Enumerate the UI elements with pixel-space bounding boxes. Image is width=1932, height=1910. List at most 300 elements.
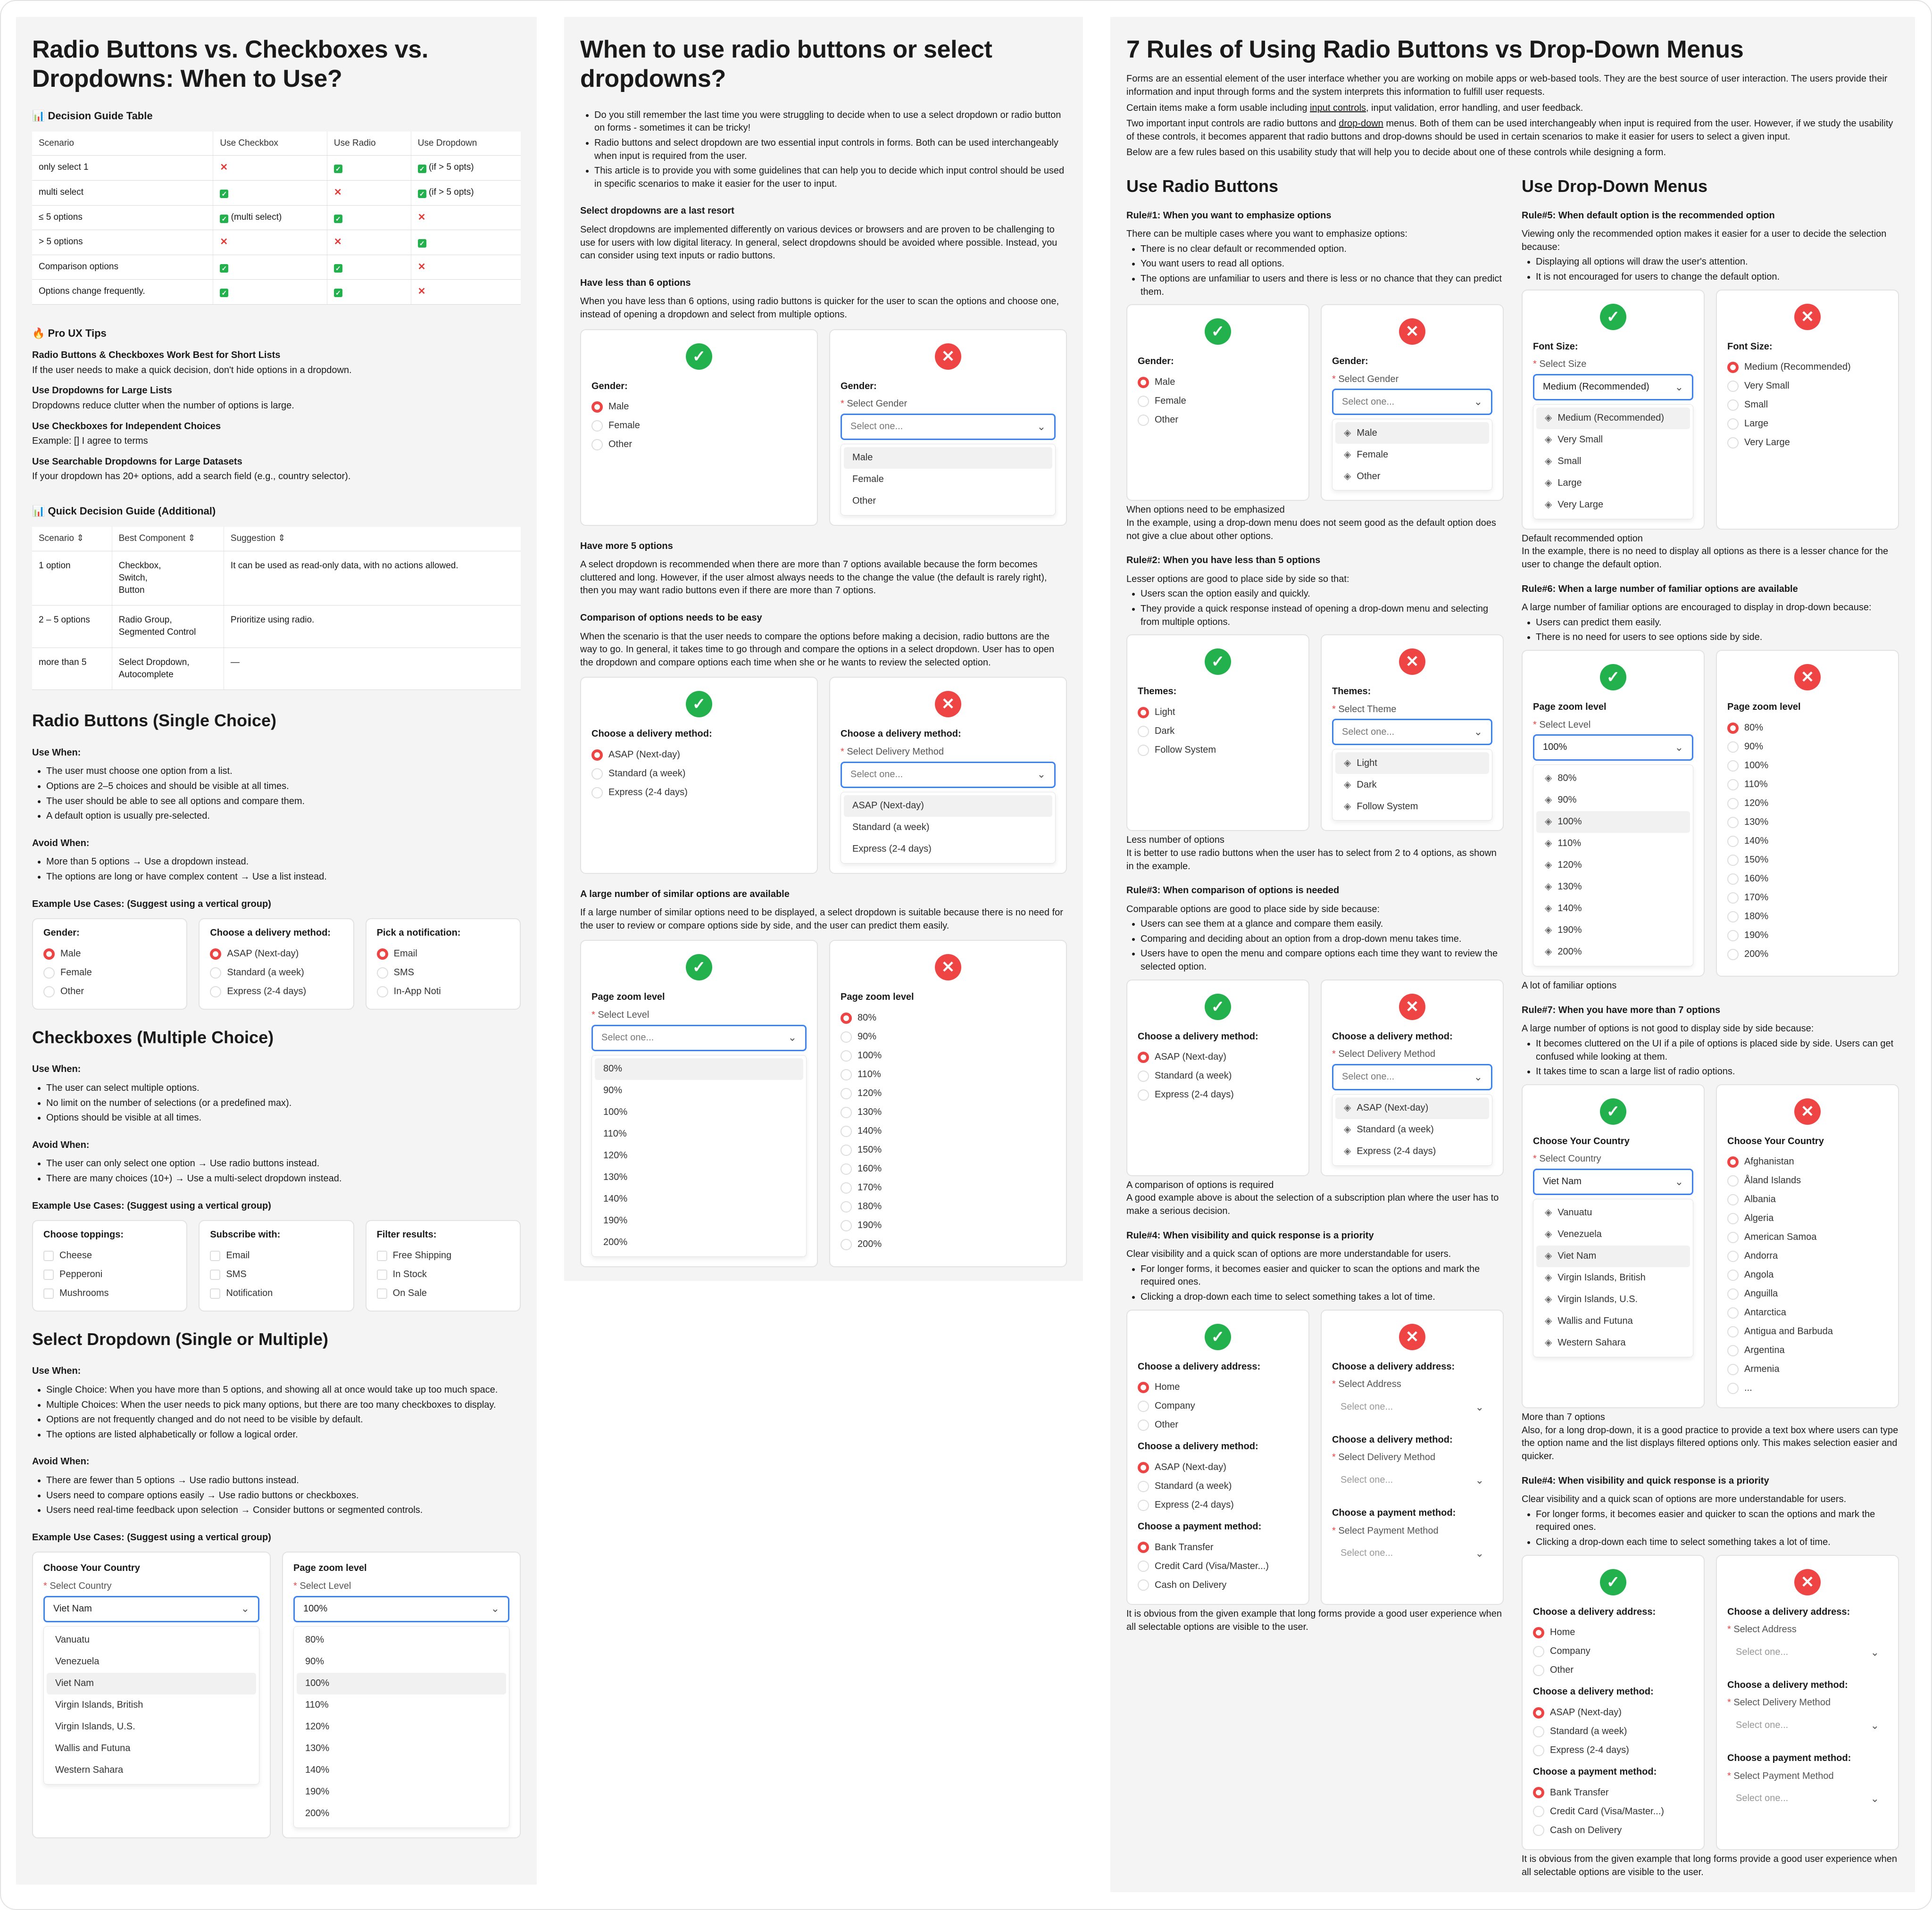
radio-button[interactable] <box>1138 377 1149 388</box>
menu-item[interactable] <box>844 447 1052 469</box>
menu-item[interactable] <box>1335 444 1489 465</box>
example-card <box>32 918 187 1010</box>
radio-option[interactable] <box>1727 1360 1888 1379</box>
radio-button[interactable] <box>1138 745 1149 756</box>
menu-item[interactable] <box>1536 1224 1690 1246</box>
menu-item[interactable] <box>1335 1119 1489 1141</box>
menu-item[interactable] <box>297 1629 506 1651</box>
radio-option[interactable] <box>1727 1228 1888 1247</box>
radio-option[interactable] <box>377 963 509 982</box>
menu-item[interactable] <box>844 839 1052 860</box>
radio-button[interactable] <box>1138 1401 1149 1412</box>
radio-button[interactable] <box>1727 1307 1739 1319</box>
radio-option[interactable] <box>210 963 342 982</box>
radio-option[interactable] <box>1727 377 1888 396</box>
checkbox-option[interactable] <box>43 1284 176 1303</box>
menu-item[interactable] <box>47 1673 256 1694</box>
radio-option[interactable] <box>43 982 176 1001</box>
radio-button[interactable] <box>1727 1194 1739 1205</box>
menu-item[interactable] <box>1536 898 1690 920</box>
radio-option[interactable] <box>1727 415 1888 433</box>
menu-item[interactable] <box>1536 1267 1690 1289</box>
radio-option[interactable] <box>1138 1067 1298 1086</box>
radio-option[interactable] <box>1727 907 1888 926</box>
radio-option[interactable] <box>1727 851 1888 870</box>
menu-item[interactable] <box>47 1651 256 1673</box>
radio-button[interactable] <box>377 986 388 997</box>
radio-option[interactable] <box>1727 1247 1888 1266</box>
radio-button[interactable] <box>591 439 603 450</box>
select-dropdown[interactable] <box>293 1596 509 1622</box>
radio-option[interactable] <box>841 1046 1056 1065</box>
menu-item[interactable] <box>297 1651 506 1673</box>
radio-option[interactable] <box>1727 738 1888 756</box>
group-label: Choose a delivery address: <box>1138 1361 1261 1372</box>
radio-option[interactable] <box>841 1065 1056 1084</box>
radio-button[interactable] <box>43 986 55 997</box>
checkbox-option[interactable] <box>377 1284 509 1303</box>
radio-button[interactable] <box>1727 930 1739 941</box>
radio-option[interactable] <box>1138 1576 1298 1594</box>
menu-item[interactable] <box>595 1145 803 1167</box>
radio-option[interactable] <box>1727 945 1888 964</box>
select-dropdown[interactable] <box>1332 1540 1492 1567</box>
radio-option[interactable] <box>1138 373 1298 392</box>
rule-example <box>1522 290 1899 530</box>
radio-option[interactable] <box>1138 722 1298 741</box>
select-dropdown[interactable] <box>43 1596 259 1622</box>
menu-item[interactable] <box>47 1629 256 1651</box>
select-dropdown[interactable] <box>841 762 1056 788</box>
menu-item[interactable] <box>1536 833 1690 855</box>
section-text: When the scenario is that the user needs to compare the options before making a decision, radio buttons are the way to go. In general, it takes time to go through and compare the options in a select dropdown. User has to open the dropdown and compare options each time when she or he wants to review the selected option. <box>580 631 1055 668</box>
menu-item[interactable] <box>297 1673 506 1694</box>
radio-option[interactable] <box>377 945 509 963</box>
menu-item[interactable] <box>1536 1246 1690 1267</box>
menu-item-label: Standard (a week) <box>852 822 930 832</box>
menu-item[interactable] <box>844 795 1052 817</box>
menu-item[interactable] <box>1536 789 1690 811</box>
radio-option[interactable] <box>591 783 807 802</box>
radio-option[interactable] <box>1727 794 1888 813</box>
radio-option[interactable] <box>591 746 807 764</box>
radio-button[interactable] <box>1727 722 1739 734</box>
radio-button[interactable] <box>1138 1561 1149 1572</box>
select-dropdown[interactable] <box>1727 1639 1888 1666</box>
radio-option[interactable] <box>1727 396 1888 415</box>
list-item: • No limit on the number of selections (or a predefined max). <box>46 1097 521 1110</box>
list-item: • The user should be able to see all options and compare them. <box>46 795 521 808</box>
radio-button[interactable] <box>1727 911 1739 922</box>
list-item: • It takes time to scan a large list of radio options. <box>1536 1065 1899 1079</box>
menu-item[interactable] <box>1335 465 1489 487</box>
radio-option[interactable] <box>1533 1642 1693 1661</box>
rule-heading: Rule#3: When comparison of options is needed <box>1126 885 1340 896</box>
radio-button[interactable] <box>1727 1251 1739 1262</box>
menu-item[interactable] <box>844 817 1052 839</box>
select-dropdown[interactable] <box>1332 1394 1492 1420</box>
menu-item[interactable] <box>595 1080 803 1102</box>
radio-option[interactable] <box>1138 1458 1298 1477</box>
radio-button[interactable] <box>1727 437 1739 448</box>
menu-item[interactable] <box>1536 473 1690 494</box>
radio-button[interactable] <box>841 1163 852 1175</box>
select-dropdown[interactable] <box>1727 1785 1888 1812</box>
radio-button[interactable] <box>1727 1288 1739 1300</box>
radio-option[interactable] <box>841 1009 1056 1028</box>
list-item: • The user must choose one option from a list. <box>46 765 521 778</box>
radio-button[interactable] <box>1727 741 1739 753</box>
radio-option[interactable] <box>1533 1783 1693 1802</box>
radio-button[interactable] <box>1727 1345 1739 1356</box>
radio-option[interactable] <box>1727 719 1888 738</box>
radio-option[interactable] <box>1727 1322 1888 1341</box>
radio-option[interactable] <box>1727 1379 1888 1398</box>
radio-option[interactable] <box>1138 1378 1298 1397</box>
menu-item[interactable] <box>1536 1202 1690 1224</box>
menu-item[interactable] <box>1536 429 1690 451</box>
radio-button[interactable] <box>591 768 603 780</box>
radio-option[interactable] <box>1727 832 1888 851</box>
radio-button[interactable] <box>377 967 388 979</box>
radio-button[interactable] <box>1533 1627 1544 1638</box>
option-label: Cash on Delivery <box>1550 1825 1622 1835</box>
radio-option[interactable] <box>1727 1171 1888 1190</box>
select-dropdown[interactable] <box>1533 374 1693 400</box>
radio-button[interactable] <box>43 967 55 979</box>
radio-button[interactable] <box>1727 1156 1739 1168</box>
radio-option[interactable] <box>591 416 807 435</box>
radio-option[interactable] <box>1138 411 1298 430</box>
menu-item[interactable] <box>1536 1332 1690 1354</box>
radio-button[interactable] <box>591 420 603 432</box>
radio-button[interactable] <box>841 1220 852 1231</box>
radio-option[interactable] <box>1727 870 1888 889</box>
menu-item[interactable] <box>297 1716 506 1738</box>
radio-button[interactable] <box>841 1182 852 1194</box>
radio-button[interactable] <box>1727 817 1739 828</box>
radio-button[interactable] <box>841 1126 852 1137</box>
radio-button[interactable] <box>1533 1825 1544 1836</box>
menu-item[interactable] <box>595 1232 803 1254</box>
radio-option[interactable] <box>591 764 807 783</box>
radio-button[interactable] <box>1138 1481 1149 1492</box>
radio-option[interactable] <box>1727 775 1888 794</box>
menu-item-label: Large <box>1557 477 1582 488</box>
radio-option[interactable] <box>841 1235 1056 1254</box>
radio-option[interactable] <box>841 1160 1056 1179</box>
radio-button[interactable] <box>1727 381 1739 392</box>
radio-button[interactable] <box>841 1107 852 1118</box>
menu-item[interactable] <box>297 1803 506 1825</box>
radio-button[interactable] <box>1727 362 1739 373</box>
radio-button[interactable] <box>841 1088 852 1099</box>
menu-item[interactable] <box>844 469 1052 490</box>
menu-item[interactable] <box>47 1738 256 1760</box>
radio-button[interactable] <box>1727 1326 1739 1337</box>
menu-item[interactable] <box>47 1760 256 1781</box>
table-cell: > 5 options <box>32 230 213 255</box>
radio-button[interactable] <box>1138 1579 1149 1591</box>
radio-option[interactable] <box>1533 1703 1693 1722</box>
checkbox[interactable] <box>377 1251 387 1261</box>
menu-item[interactable] <box>1536 941 1690 963</box>
radio-button[interactable] <box>1727 418 1739 430</box>
radio-option[interactable] <box>1533 1623 1693 1642</box>
radio-button[interactable] <box>841 1013 852 1024</box>
radio-option[interactable] <box>1138 1477 1298 1496</box>
radio-button[interactable] <box>1138 1420 1149 1431</box>
radio-button[interactable] <box>1138 1382 1149 1393</box>
radio-option[interactable] <box>1727 889 1888 907</box>
radio-option[interactable] <box>210 945 342 963</box>
radio-button[interactable] <box>841 1050 852 1062</box>
radio-option[interactable] <box>841 1122 1056 1141</box>
radio-option[interactable] <box>841 1197 1056 1216</box>
radio-option[interactable] <box>1727 1304 1888 1322</box>
radio-button[interactable] <box>1138 1542 1149 1553</box>
input-controls-link[interactable]: input controls <box>1310 102 1366 113</box>
menu-item[interactable] <box>1536 811 1690 833</box>
radio-button[interactable] <box>1727 1383 1739 1394</box>
menu-item[interactable] <box>595 1058 803 1080</box>
menu-item[interactable] <box>595 1210 803 1232</box>
menu-item[interactable] <box>1536 768 1690 789</box>
checkbox[interactable] <box>377 1270 387 1280</box>
radio-button[interactable] <box>1727 798 1739 809</box>
radio-option[interactable] <box>841 1103 1056 1122</box>
radio-option[interactable] <box>591 435 807 454</box>
cell-note: (if > 5 opts) <box>426 187 474 197</box>
menu-item[interactable] <box>297 1694 506 1716</box>
panel-guidelines <box>564 17 1083 1281</box>
radio-button[interactable] <box>210 948 221 960</box>
checkbox-option[interactable] <box>210 1265 342 1284</box>
intro-text: Two important input controls are radio buttons and drop-down menus. Both of them can be used interchangeably when input is required from the user. However, if we study the usability of these controls, it becomes apparent that radio buttons and drop-downs should be used in certain scenarios to make it easier for users to select a given input. <box>1126 118 1893 142</box>
radio-option[interactable] <box>1138 392 1298 411</box>
menu-item[interactable] <box>1536 1311 1690 1332</box>
checkbox[interactable] <box>210 1288 220 1299</box>
radio-option[interactable] <box>1138 1557 1298 1576</box>
radio-button[interactable] <box>1138 726 1149 737</box>
radio-button[interactable] <box>1138 1052 1149 1063</box>
radio-button[interactable] <box>1533 1646 1544 1657</box>
checkbox-option[interactable] <box>43 1246 176 1265</box>
radio-button[interactable] <box>1533 1726 1544 1737</box>
radio-option[interactable] <box>43 963 176 982</box>
radio-option[interactable] <box>841 1028 1056 1046</box>
radio-button[interactable] <box>591 749 603 761</box>
radio-button[interactable] <box>1138 1089 1149 1101</box>
menu-item[interactable] <box>1536 876 1690 898</box>
close-circle-icon: ✕ <box>1794 304 1821 330</box>
radio-button[interactable] <box>1138 1071 1149 1082</box>
radio-option[interactable] <box>1533 1802 1693 1821</box>
select-dropdown[interactable] <box>1332 719 1492 745</box>
menu-item-label: 80% <box>1557 773 1577 784</box>
radio-option[interactable] <box>1533 1821 1693 1840</box>
checkbox-option[interactable] <box>377 1246 509 1265</box>
checkbox-option[interactable] <box>377 1265 509 1284</box>
radio-option[interactable] <box>377 982 509 1001</box>
checkbox[interactable] <box>43 1251 54 1261</box>
radio-button[interactable] <box>841 1239 852 1250</box>
radio-button[interactable] <box>1727 873 1739 885</box>
radio-button[interactable] <box>1727 949 1739 960</box>
radio-option[interactable] <box>1727 1153 1888 1171</box>
radio-button[interactable] <box>841 1145 852 1156</box>
radio-button[interactable] <box>1727 1364 1739 1375</box>
radio-button[interactable] <box>1727 1175 1739 1187</box>
radio-button[interactable] <box>1138 396 1149 407</box>
tip-title: Use Searchable Dropdowns for Large Datasets <box>32 456 242 467</box>
menu-item[interactable] <box>1335 1097 1489 1119</box>
radio-button[interactable] <box>210 967 221 979</box>
radio-option[interactable] <box>1727 1341 1888 1360</box>
checkbox-option[interactable] <box>210 1284 342 1303</box>
radio-button[interactable] <box>1533 1787 1544 1798</box>
select-dropdown[interactable] <box>1332 389 1492 415</box>
radio-option[interactable] <box>1727 756 1888 775</box>
option-label: Large <box>1744 418 1769 429</box>
menu-item[interactable] <box>1536 494 1690 516</box>
radio-option[interactable] <box>841 1084 1056 1103</box>
radio-option[interactable] <box>591 398 807 416</box>
radio-button[interactable] <box>210 986 221 997</box>
menu-item[interactable] <box>1335 752 1489 774</box>
radio-option[interactable] <box>43 945 176 963</box>
select-dropdown[interactable] <box>1727 1712 1888 1739</box>
radio-option[interactable] <box>1138 741 1298 760</box>
list-item: • Options should be visible at all times. <box>46 1112 521 1125</box>
menu-item[interactable] <box>297 1781 506 1803</box>
radio-option[interactable] <box>1533 1661 1693 1680</box>
menu-item[interactable] <box>1536 451 1690 473</box>
radio-option[interactable] <box>1533 1741 1693 1760</box>
radio-option[interactable] <box>1727 813 1888 832</box>
radio-button[interactable] <box>841 1069 852 1080</box>
radio-button[interactable] <box>1727 779 1739 790</box>
checkbox[interactable] <box>43 1288 54 1299</box>
radio-option[interactable] <box>1727 1209 1888 1228</box>
radio-button[interactable] <box>1138 1500 1149 1511</box>
radio-button[interactable] <box>1138 707 1149 718</box>
option-icon <box>1545 455 1557 468</box>
menu-item[interactable] <box>595 1188 803 1210</box>
radio-button[interactable] <box>1727 836 1739 847</box>
radio-option[interactable] <box>841 1179 1056 1197</box>
select-dropdown[interactable] <box>1332 1467 1492 1494</box>
option-icon <box>1344 448 1357 462</box>
checkbox[interactable] <box>43 1270 54 1280</box>
radio-button[interactable] <box>841 1031 852 1043</box>
radio-option[interactable] <box>1727 358 1888 377</box>
option-label: 100% <box>858 1050 882 1061</box>
radio-option[interactable] <box>1727 926 1888 945</box>
check-circle-icon: ✓ <box>1205 318 1231 345</box>
checkbox-option[interactable] <box>43 1265 176 1284</box>
radio-option[interactable] <box>1533 1722 1693 1741</box>
radio-button[interactable] <box>1533 1745 1544 1756</box>
menu-item[interactable] <box>844 490 1052 512</box>
option-label: 190% <box>858 1220 882 1231</box>
radio-option[interactable] <box>1138 1086 1298 1104</box>
select-dropdown[interactable] <box>591 1025 807 1051</box>
radio-button[interactable] <box>1727 1232 1739 1243</box>
radio-button[interactable] <box>1727 760 1739 772</box>
menu-item-label: Western Sahara <box>55 1764 124 1775</box>
option-icon <box>1545 880 1557 894</box>
radio-button[interactable] <box>591 401 603 413</box>
menu-item[interactable] <box>595 1102 803 1123</box>
drop-down-link[interactable]: drop-down <box>1339 118 1383 129</box>
radio-button[interactable] <box>1138 415 1149 426</box>
menu-item[interactable] <box>47 1716 256 1738</box>
radio-option[interactable] <box>1138 1397 1298 1416</box>
radio-option[interactable] <box>1138 1416 1298 1435</box>
menu-item[interactable] <box>1335 774 1489 796</box>
radio-button[interactable] <box>1533 1665 1544 1676</box>
select-dropdown[interactable] <box>1332 1064 1492 1090</box>
radio-option[interactable] <box>1727 1285 1888 1304</box>
menu-item[interactable] <box>1536 407 1690 429</box>
radio-option[interactable] <box>1727 1266 1888 1285</box>
radio-button[interactable] <box>1533 1707 1544 1719</box>
checkbox[interactable] <box>210 1270 220 1280</box>
radio-button[interactable] <box>43 948 55 960</box>
checkbox[interactable] <box>210 1251 220 1261</box>
menu-item[interactable] <box>1536 920 1690 941</box>
menu-item[interactable] <box>1335 422 1489 444</box>
menu-item[interactable] <box>297 1738 506 1760</box>
radio-option[interactable] <box>841 1216 1056 1235</box>
radio-option[interactable] <box>210 982 342 1001</box>
menu-item[interactable] <box>595 1167 803 1188</box>
select-dropdown[interactable] <box>1533 1169 1693 1195</box>
radio-option[interactable] <box>841 1141 1056 1160</box>
group-label: Choose a delivery address: <box>1727 1606 1850 1617</box>
menu-item[interactable] <box>595 1123 803 1145</box>
radio-button[interactable] <box>1727 399 1739 411</box>
radio-option[interactable] <box>1138 1496 1298 1515</box>
radio-button[interactable] <box>377 948 388 960</box>
checkbox-option[interactable] <box>210 1246 342 1265</box>
radio-button[interactable] <box>1727 892 1739 904</box>
radio-option[interactable] <box>1727 433 1888 452</box>
radio-option[interactable] <box>1138 703 1298 722</box>
radio-option[interactable] <box>1138 1048 1298 1067</box>
menu-item[interactable] <box>1536 1289 1690 1311</box>
menu-item[interactable] <box>297 1760 506 1781</box>
radio-button[interactable] <box>591 787 603 798</box>
radio-button[interactable] <box>1727 1213 1739 1224</box>
menu-item[interactable] <box>1335 796 1489 817</box>
radio-button[interactable] <box>1533 1806 1544 1817</box>
radio-button[interactable] <box>841 1201 852 1212</box>
menu-item[interactable] <box>1335 1141 1489 1163</box>
option-label: 200% <box>1744 948 1769 959</box>
radio-option[interactable] <box>1727 1190 1888 1209</box>
radio-button[interactable] <box>1727 1270 1739 1281</box>
checkbox[interactable] <box>377 1288 387 1299</box>
select-dropdown[interactable] <box>1533 734 1693 761</box>
menu-item[interactable] <box>1536 855 1690 876</box>
radio-button[interactable] <box>1138 1462 1149 1473</box>
radio-button[interactable] <box>1727 855 1739 866</box>
select-dropdown[interactable] <box>841 414 1056 440</box>
radio-option[interactable] <box>1138 1538 1298 1557</box>
menu-item[interactable] <box>47 1694 256 1716</box>
